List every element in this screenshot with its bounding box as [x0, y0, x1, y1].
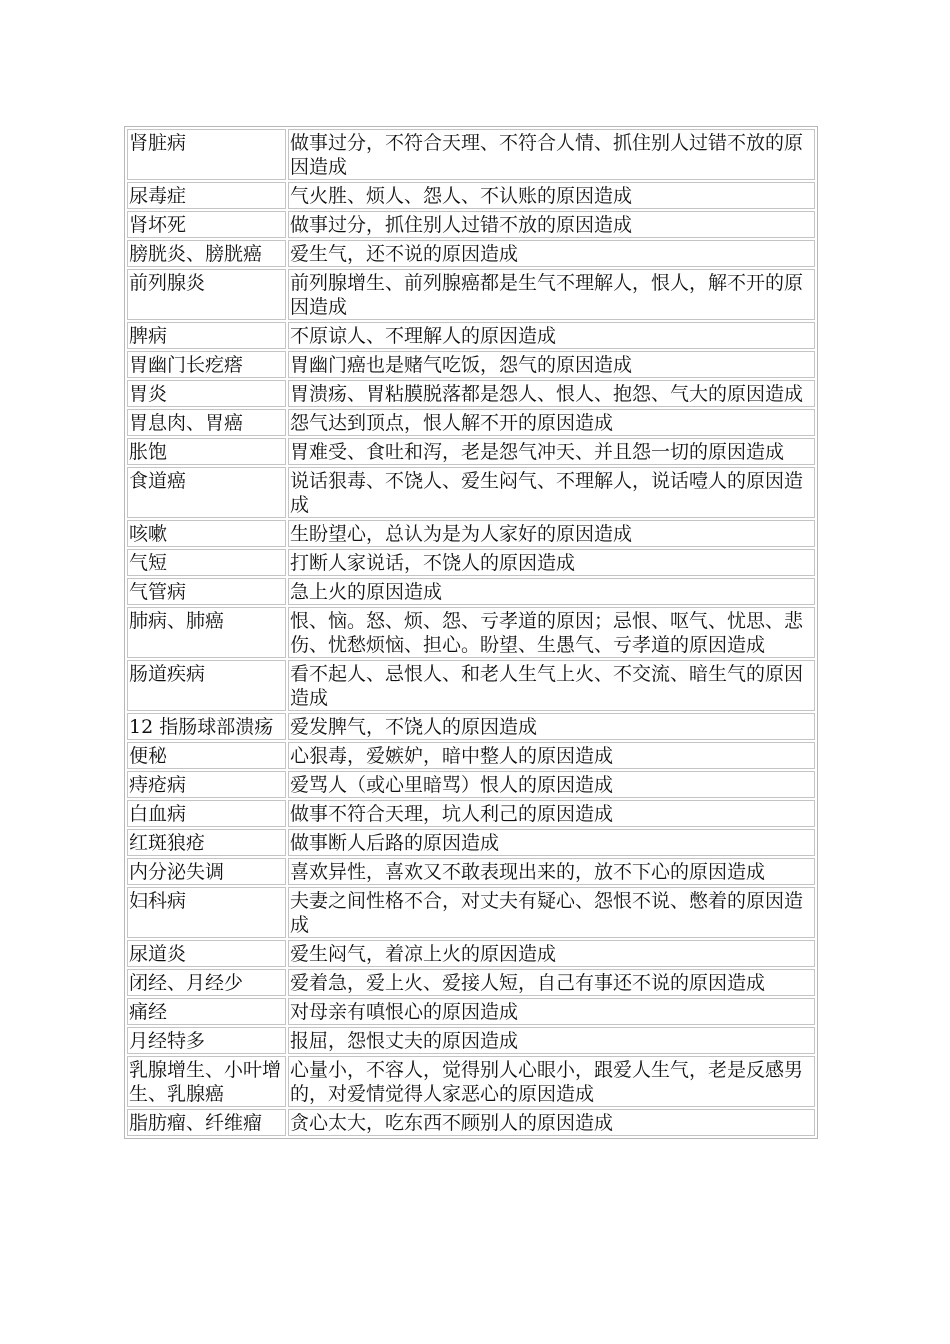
cause-cell: 打断人家说话，不饶人的原因造成	[288, 549, 815, 576]
disease-name-cell: 红斑狼疮	[127, 829, 286, 856]
cause-cell: 怨气达到顶点，恨人解不开的原因造成	[288, 409, 815, 436]
disease-name-cell: 气短	[127, 549, 286, 576]
cause-cell: 急上火的原因造成	[288, 578, 815, 605]
cause-cell: 做事过分，不符合天理、不符合人情、抓住别人过错不放的原因造成	[288, 129, 815, 180]
cause-cell: 喜欢异性，喜欢又不敢表现出来的，放不下心的原因造成	[288, 858, 815, 885]
disease-name-cell: 胃息肉、胃癌	[127, 409, 286, 436]
table-row	[127, 351, 815, 378]
disease-name-cell: 尿毒症	[127, 182, 286, 209]
table-row	[127, 713, 815, 740]
table-row	[127, 211, 815, 238]
cause-cell: 贪心太大，吃东西不顾别人的原因造成	[288, 1109, 815, 1136]
cause-cell: 爱生气，还不说的原因造成	[288, 240, 815, 267]
table-row	[127, 269, 815, 320]
disease-name-cell: 痔疮病	[127, 771, 286, 798]
table-row	[127, 380, 815, 407]
disease-name-cell: 食道癌	[127, 467, 286, 518]
disease-name-cell: 前列腺炎	[127, 269, 286, 320]
table-row	[127, 607, 815, 658]
cause-cell: 说话狠毒、不饶人、爱生闷气、不理解人，说话噎人的原因造成	[288, 467, 815, 518]
table-row	[127, 858, 815, 885]
cause-cell: 爱着急，爱上火、爱接人短，自己有事还不说的原因造成	[288, 969, 815, 996]
cause-cell: 心狠毒，爱嫉妒，暗中整人的原因造成	[288, 742, 815, 769]
table-row	[127, 1027, 815, 1054]
disease-name-cell: 12 指肠球部溃疡	[127, 713, 286, 740]
cause-cell: 爱发脾气，不饶人的原因造成	[288, 713, 815, 740]
cause-cell: 夫妻之间性格不合，对丈夫有疑心、怨恨不说、憋着的原因造成	[288, 887, 815, 938]
cause-cell: 胃难受、食吐和泻，老是怨气冲天、并且怨一切的原因造成	[288, 438, 815, 465]
disease-name-cell: 乳腺增生、小叶增生、乳腺癌	[127, 1056, 286, 1107]
disease-name-cell: 气管病	[127, 578, 286, 605]
table-row	[127, 549, 815, 576]
cause-cell: 前列腺增生、前列腺癌都是生气不理解人，恨人，解不开的原因造成	[288, 269, 815, 320]
disease-name-cell: 妇科病	[127, 887, 286, 938]
cause-cell: 对母亲有嗔恨心的原因造成	[288, 998, 815, 1025]
disease-name-cell: 痛经	[127, 998, 286, 1025]
cause-cell: 做事断人后路的原因造成	[288, 829, 815, 856]
disease-name-cell: 尿道炎	[127, 940, 286, 967]
disease-name-cell: 肾坏死	[127, 211, 286, 238]
table-row	[127, 1109, 815, 1136]
disease-name-cell: 咳嗽	[127, 520, 286, 547]
disease-name-cell: 肾脏病	[127, 129, 286, 180]
cause-cell: 报屈，怨恨丈夫的原因造成	[288, 1027, 815, 1054]
table-row	[127, 887, 815, 938]
cause-cell: 生盼望心，总认为是为人家好的原因造成	[288, 520, 815, 547]
disease-name-cell: 内分泌失调	[127, 858, 286, 885]
table-row	[127, 240, 815, 267]
cause-cell: 爱生闷气，着凉上火的原因造成	[288, 940, 815, 967]
table-row	[127, 467, 815, 518]
disease-name-cell: 胀饱	[127, 438, 286, 465]
table-row	[127, 742, 815, 769]
cause-cell: 做事不符合天理，坑人利己的原因造成	[288, 800, 815, 827]
table-row	[127, 829, 815, 856]
cause-cell: 气火胜、烦人、怨人、不认账的原因造成	[288, 182, 815, 209]
table-row	[127, 1056, 815, 1107]
table-body	[127, 129, 815, 1136]
disease-name-cell: 闭经、月经少	[127, 969, 286, 996]
disease-name-cell: 月经特多	[127, 1027, 286, 1054]
cause-cell: 不原谅人、不理解人的原因造成	[288, 322, 815, 349]
disease-cause-table	[124, 126, 818, 1139]
table-row	[127, 438, 815, 465]
disease-name-cell: 白血病	[127, 800, 286, 827]
table-row	[127, 771, 815, 798]
table-row	[127, 129, 815, 180]
disease-name-cell: 肠道疾病	[127, 660, 286, 711]
table-row	[127, 322, 815, 349]
cause-cell: 恨、恼。怒、烦、怨、亏孝道的原因；忌恨、呕气、忧思、悲伤、忧愁烦恼、担心。盼望、生愚气、亏孝道的原因造成	[288, 607, 815, 658]
table-row	[127, 940, 815, 967]
table-row	[127, 969, 815, 996]
cause-cell: 看不起人、忌恨人、和老人生气上火、不交流、暗生气的原因造成	[288, 660, 815, 711]
disease-name-cell: 脂肪瘤、纤维瘤	[127, 1109, 286, 1136]
table-row	[127, 800, 815, 827]
table-row	[127, 409, 815, 436]
cause-cell: 胃幽门癌也是赌气吃饭，怨气的原因造成	[288, 351, 815, 378]
disease-name-cell: 膀胱炎、膀胱癌	[127, 240, 286, 267]
table-row	[127, 520, 815, 547]
disease-name-cell: 胃炎	[127, 380, 286, 407]
table-row	[127, 998, 815, 1025]
cause-cell: 做事过分，抓住别人过错不放的原因造成	[288, 211, 815, 238]
disease-name-cell: 胃幽门长疙瘩	[127, 351, 286, 378]
table-row	[127, 182, 815, 209]
disease-name-cell: 便秘	[127, 742, 286, 769]
table-row	[127, 660, 815, 711]
disease-name-cell: 脾病	[127, 322, 286, 349]
cause-cell: 心量小，不容人，觉得别人心眼小，跟爱人生气，老是反感男的，对爱情觉得人家恶心的原因造成	[288, 1056, 815, 1107]
cause-cell: 爱骂人（或心里暗骂）恨人的原因造成	[288, 771, 815, 798]
disease-name-cell: 肺病、肺癌	[127, 607, 286, 658]
table-row	[127, 578, 815, 605]
cause-cell: 胃溃疡、胃粘膜脱落都是怨人、恨人、抱怨、气大的原因造成	[288, 380, 815, 407]
